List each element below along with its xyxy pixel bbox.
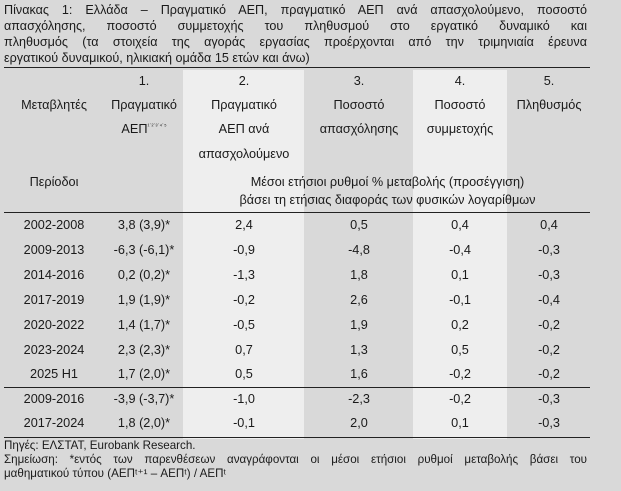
- column-title: Πραγματικό: [111, 98, 177, 112]
- column-title: Πραγματικό: [211, 98, 277, 112]
- column-title: απασχολούμενο: [198, 147, 290, 161]
- value-cell: 0,4: [540, 218, 558, 232]
- formula-note: Σημείωση: *εντός των παρενθέσεων αναγράφονται οι μέσοι ετήσιοι ρυθμοί μεταβολής βάσει του: [4, 453, 587, 466]
- column-number: 2.: [238, 74, 250, 88]
- value-cell: 1,6: [350, 367, 368, 381]
- value-cell: 1,7 (2,0)*: [117, 367, 171, 381]
- value-cell: 0,1: [451, 268, 469, 282]
- period-cell: 2023-2024: [23, 343, 85, 357]
- column-number: 4.: [454, 74, 466, 88]
- value-cell: 1,4 (1,7)*: [117, 318, 171, 332]
- units-description: βάσει τη ετήσιας διαφοράς των φυσικών λογαρίθμων: [239, 193, 536, 207]
- value-cell: 0,1: [451, 416, 469, 430]
- value-cell: 3,8 (3,9)*: [117, 218, 171, 232]
- value-cell: 0,7: [235, 343, 253, 357]
- value-cell: -0,4: [449, 243, 471, 257]
- value-cell: -0,2: [233, 293, 255, 307]
- bottom-rule: [4, 437, 590, 438]
- formula-note: μαθηματικού τύπου (ΑΕΠᵗ⁺¹ – ΑΕΠᵗ) / ΑΕΠᵗ: [4, 467, 227, 480]
- periods-label: Περίοδοι: [29, 175, 79, 189]
- value-cell: -0,1: [449, 293, 471, 307]
- period-cell: 2009-2016: [23, 392, 85, 406]
- period-cell: 2017-2019: [23, 293, 85, 307]
- sources-note: Πηγές: ΕΛΣΤΑΤ, Eurobank Research.: [4, 439, 196, 452]
- value-cell: -4,8: [348, 243, 370, 257]
- value-cell: 0,2 (0,2)*: [117, 268, 171, 282]
- column-title: Πληθυσμός: [516, 98, 582, 112]
- value-cell: 2,4: [235, 218, 253, 232]
- value-cell: -0,9: [233, 243, 255, 257]
- caption-line: απασχόλησης, ποσοστό συμμετοχής του πληθυσμού στο εργατικό δυναμικό και: [4, 19, 587, 33]
- column-number: 1.: [138, 74, 150, 88]
- value-cell: -0,3: [538, 392, 560, 406]
- column-title: Ποσοστό: [333, 98, 385, 112]
- column-number: 5.: [543, 74, 555, 88]
- value-cell: 1,8: [350, 268, 368, 282]
- column-title: ΑΕΠ ανά: [218, 122, 270, 136]
- period-cell: 2020-2022: [23, 318, 85, 332]
- column-title: Ποσοστό: [434, 98, 486, 112]
- group-separator-rule: [4, 387, 590, 388]
- period-cell: 2017-2024: [23, 416, 85, 430]
- value-cell: -0,3: [538, 416, 560, 430]
- value-cell: 0,5: [235, 367, 253, 381]
- units-description: Μέσοι ετήσιοι ρυθμοί % μεταβολής (προσέγγιση): [250, 175, 525, 189]
- caption-line: Πίνακας 1: Ελλάδα – Πραγματικό ΑΕΠ, πραγματικό ΑΕΠ ανά απασχολούμενο, ποσοστό: [4, 3, 587, 17]
- period-cell: 2002-2008: [23, 218, 85, 232]
- footnote-marks: ¹˙²˙³˙⁴˙⁵: [147, 124, 167, 130]
- value-cell: 1,9 (1,9)*: [117, 293, 171, 307]
- column-title: συμμετοχής: [426, 122, 494, 136]
- value-cell: -0,2: [538, 318, 560, 332]
- value-cell: 1,3: [350, 343, 368, 357]
- value-cell: -0,5: [233, 318, 255, 332]
- value-cell: 2,6: [350, 293, 368, 307]
- column-title: $AE\Pi^{^1˙^2˙^3˙^4˙^5}$: [121, 122, 167, 136]
- value-cell: -0,1: [233, 416, 255, 430]
- value-cell: -0,2: [449, 367, 471, 381]
- variables-label: Μεταβλητές: [21, 98, 87, 112]
- value-cell: -0,2: [449, 392, 471, 406]
- value-cell: 1,9: [350, 318, 368, 332]
- period-cell: 2009-2013: [23, 243, 85, 257]
- column-number: 3.: [353, 74, 365, 88]
- caption-line: εργατικού δυναμικού, ηλικιακή ομάδα 15 ετών και άνω): [4, 51, 310, 65]
- value-cell: 0,4: [451, 218, 469, 232]
- value-cell: 2,3 (2,3)*: [117, 343, 171, 357]
- value-cell: -0,3: [538, 243, 560, 257]
- top-rule: [4, 67, 590, 68]
- value-cell: -3,9 (-3,7)*: [113, 392, 175, 406]
- value-cell: -0,3: [538, 268, 560, 282]
- header-bottom-rule: [4, 212, 590, 213]
- value-cell: -0,2: [538, 367, 560, 381]
- value-cell: 0,2: [451, 318, 469, 332]
- value-cell: -0,4: [538, 293, 560, 307]
- period-cell: 2014-2016: [23, 268, 85, 282]
- column-title: απασχόλησης: [319, 122, 399, 136]
- value-cell: -6,3 (-6,1)*: [113, 243, 175, 257]
- value-cell: 2,0: [350, 416, 368, 430]
- value-cell: -1,0: [233, 392, 255, 406]
- value-cell: -1,3: [233, 268, 255, 282]
- value-cell: 0,5: [350, 218, 368, 232]
- period-cell: 2025 H1: [30, 367, 78, 381]
- value-cell: -2,3: [348, 392, 370, 406]
- value-cell: 1,8 (2,0)*: [117, 416, 171, 430]
- value-cell: -0,2: [538, 343, 560, 357]
- caption-line: πληθυσμός (τα στοιχεία της αγοράς εργασίας προέρχονται από την τριμηνιαία έρευνα: [4, 35, 587, 49]
- value-cell: 0,5: [451, 343, 469, 357]
